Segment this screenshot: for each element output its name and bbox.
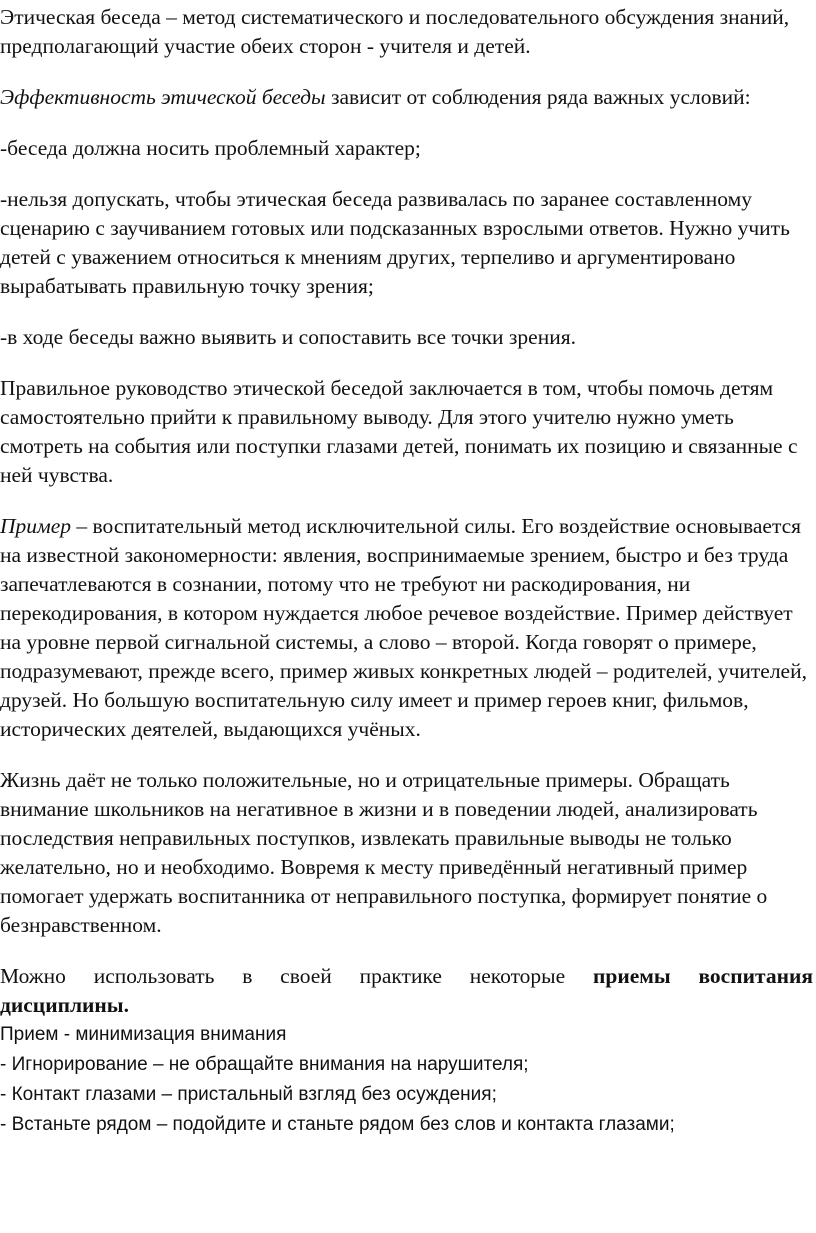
paragraph-text: Можно использовать в своей практике некоторые — [0, 964, 593, 988]
condition-compare-views — [0, 323, 813, 352]
list-item-stand-near: - Встаньте рядом – подойдите и станьте рядом без слов и контакта глазами; — [0, 1114, 675, 1135]
paragraph-discipline-techniques — [0, 962, 813, 1020]
italic-term-example: Пример — [0, 514, 72, 538]
paragraph-text: -нельзя допускать, чтобы этическая беседа развивалась по заранее составленному сценарию с заучиванием готовых или подсказанных взрослыми ответов. Нужно учить детей с уважением относиться к мнениям других, терпеливо и аргументировано вырабатывать правильную точку зрения; — [0, 187, 790, 298]
paragraph-ethical-conversation-definition — [0, 3, 813, 61]
paragraph-text: Жизнь даёт не только положительные, но и отрицательные примеры. Обращать внимание школьников на негативное в жизни и в поведении людей, анализировать последствия неправильных поступков, извлекать правильные выводы не только желательно, но и необходимо. Вовремя к месту приведённый негативный пример помогает удержать воспитанника от неправильного поступка, формирует понятие о безнравственном. — [0, 768, 768, 937]
condition-problematic — [0, 134, 813, 163]
paragraph-text: Этическая беседа – метод систематического и последовательного обсуждения знаний, предполагающий участие обеих сторон - учителя и детей. — [0, 5, 790, 58]
paragraph-text: -в ходе беседы важно выявить и сопоставить все точки зрения. — [0, 325, 576, 349]
paragraph-text: -беседа должна носить проблемный характер; — [0, 136, 421, 160]
list-item-ignore: - Игнорирование – не обращайте внимания на нарушителя; — [0, 1054, 529, 1075]
paragraph-text: Правильное руководство этической беседой заключается в том, чтобы помочь детям самостоятельно прийти к правильному выводу. Для этого учителю нужно уметь смотреть на события или поступки глазами детей, понимать их позицию и связанные с ней чувства. — [0, 376, 798, 487]
paragraph-example-method — [0, 512, 813, 744]
paragraph-text: зависит от соблюдения ряда важных условий: — [325, 85, 751, 109]
condition-no-script — [0, 185, 813, 301]
paragraph-text: – воспитательный метод исключительной силы. Его воздействие основывается на известной закономерности: явления, воспринимаемые зрением, быстро и без труда запечатлеваются в сознании, потому что не требуют ни раскодирования, ни перекодирования, в котором нуждается любое речевое воздействие. Пример действует на уровне первой сигнальной системы, а слово – второй. Когда говорят о примере, подразумевают, прежде всего, пример живых конкретных людей – родителей, учителей, друзей. Но большую воспитательную силу имеет и пример героев книг, фильмов, исторических деятелей, выдающихся учёных. — [0, 514, 807, 741]
paragraph-guidance — [0, 374, 813, 490]
list-item-eye-contact: - Контакт глазами – пристальный взгляд без осуждения; — [0, 1084, 497, 1105]
paragraph-effectiveness — [0, 83, 813, 112]
paragraph-negative-examples — [0, 766, 813, 940]
list-heading: Прием - минимизация внимания — [0, 1024, 287, 1045]
bold-term-discipline: приемы воспитания дисциплины. — [0, 964, 813, 1017]
italic-term-effectiveness: Эффективность этической беседы — [0, 85, 326, 109]
